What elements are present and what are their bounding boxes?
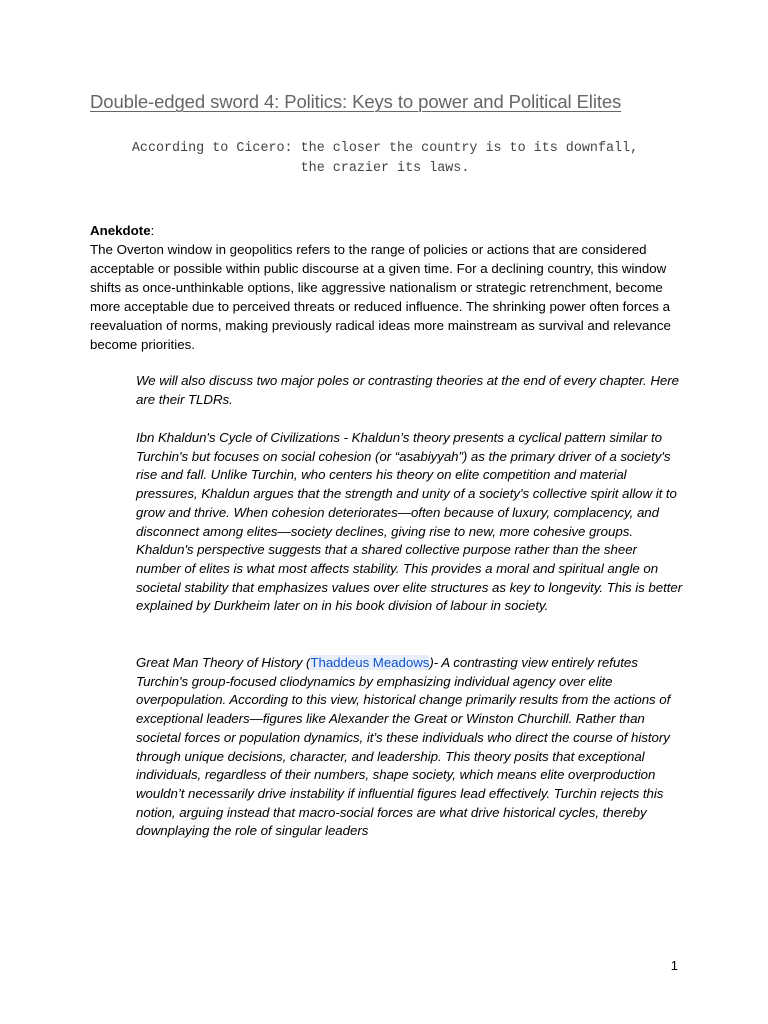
anekdote-heading <box>90 221 680 240</box>
intro-paragraph: We will also discuss two major poles or contrasting theories at the end of every chapter. Here are their TLDRs. <box>136 373 679 407</box>
anekdote-colon: : <box>150 223 155 238</box>
khaldun-paragraph: Ibn Khaldun's Cycle of Civilizations - Khaldun’s theory presents a cyclical pattern similar to Turchin's but focuses on social cohesion (or “asabiyyah”) as the primary driver of a society's rise and fall. Unlike Turchin, who centers his theory on elite competition and material pressures, Khaldun argues that the strength and unity of a society's collective spirit allow it to grow and thrive. When cohesion deteriorates—often because of luxury, complacency, and disconnect among elites—society declines, giving rise to new, more cohesive groups. Khaldun's perspective suggests that a shared collective purpose rather than the sheer number of elites is what most affects stability. This provides a moral and spiritual angle on societal stability that emphasizes values over elite structures as key to longevity. This is better explained by Durkheim later on in his book division of labour in society. <box>136 430 683 614</box>
quote-line-2: the crazier its laws. <box>300 161 470 176</box>
thaddeus-meadows-link[interactable]: Thaddeus Meadows <box>310 655 430 670</box>
page-number: 1 <box>670 958 678 973</box>
document-title: Double-edged sword 4: Politics: Keys to power and Political Elites <box>90 91 622 112</box>
cicero-quote <box>90 139 680 179</box>
quote-line-1: According to Cicero: the closer the country is to its downfall, <box>131 141 639 156</box>
anekdote-paragraph: The Overton window in geopolitics refers to the range of policies or actions that are considered acceptable or possible within public discourse at a given time. For a declining country, this window shifts as once-unthinkable options, like aggressive nationalism or strategic retrenchment, become more acceptable due to perceived threats or reduced influence. The shrinking power often forces a reevaluation of norms, making previously radical ideas more mainstream as survival and relevance become priorities. <box>90 242 671 352</box>
great-man-text: )- A contrasting view entirely refutes Turchin's group-focused cliodynamics by emphasizing individual agency over elite overpopulation. According to this view, historical change primarily results from the actions of exceptional leaders—figures like Alexander the Great or Winston Churchill. Rather than societal forces or population dynamics, it’s these individuals who direct the course of history through unique decisions, character, and leadership. This theory posits that exceptional individuals, regardless of their numbers, shape society, which means elite overproduction wouldn’t necessarily drive instability if influential figures lead effectively. Turchin rejects this notion, arguing instead that macro-social forces are what drive historical cycles, thereby downplaying the role of singular leaders <box>136 655 671 839</box>
great-man-paragraph <box>136 654 684 841</box>
anekdote-section <box>90 221 680 354</box>
anekdote-label: Anekdote <box>90 223 151 238</box>
great-man-prefix: Great Man Theory of History ( <box>136 655 311 670</box>
